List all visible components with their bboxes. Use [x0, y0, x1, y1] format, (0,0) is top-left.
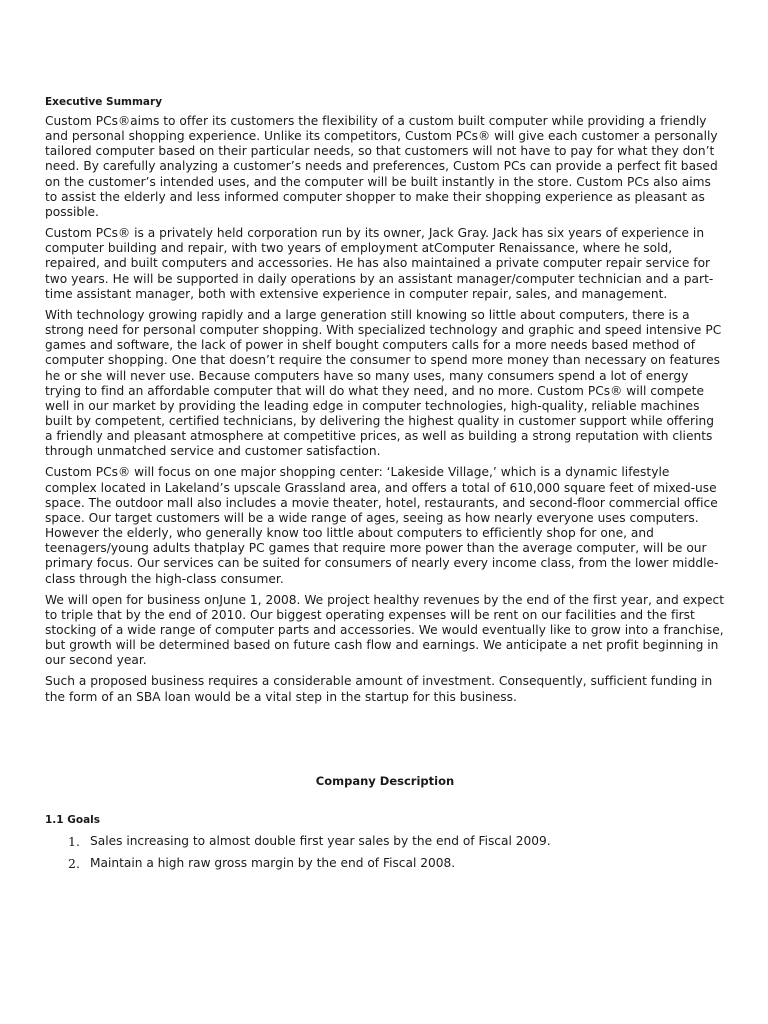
document-page: [45, 95, 725, 878]
company-description-heading: Company Description: [315, 773, 455, 788]
list-item-number: 2.: [68, 855, 80, 871]
list-item-text: Maintain a high raw gross margin by the end of Fiscal 2008.: [90, 855, 456, 870]
paragraph-opening: We will open for business onJune 1, 2008. We project healthy revenues by the end of the first year, and expect to triple that by the end of 2010. Our biggest operating expenses will be rent on our facilities and the first stocking of a wide range of computer parts and accessories. We would eventually like to grow into a franchise, but growth will be determined based on future cash flow and earnings. We anticipate a net profit beginning in our second year.: [45, 592, 725, 668]
paragraph-market-need: With technology growing rapidly and a large generation still knowing so little about computers, there is a strong need for personal computer shopping. With specialized technology and graphic and speed intensive PC games and software, the lack of power in shelf bought computers calls for a more needs based method of computer shopping. One that doesn’t require the consumer to spend more money than necessary on features he or she will never use. Because computers have so many uses, many consumers spend a lot of energy trying to find an affordable computer that will do what they need, and no more. Custom PCs® will compete well in our market by providing the leading edge in computer technologies, high-quality, reliable machines built by competent, certified technicians, by delivering the highest quality in customer support while offering a friendly and pleasant atmosphere at competitive prices, as well as building a strong reputation with clients through unmatched service and customer satisfaction.: [45, 307, 722, 459]
list-item-number: 1.: [68, 833, 80, 849]
list-item: [45, 834, 725, 849]
goals-list: [45, 834, 725, 871]
section-spacer: [45, 711, 725, 773]
goals-heading: 1.1 Goals: [45, 813, 101, 826]
list-item-text: Sales increasing to almost double first year sales by the end of Fiscal 2009.: [90, 833, 551, 848]
list-item: [45, 856, 725, 871]
paragraph-ownership: Custom PCs® is a privately held corporation run by its owner, Jack Gray. Jack has six years of experience in computer building and repair, with two years of employment atComputer Renaissance, where he sold, repaired, and built computers and accessories. He has also maintained a private computer repair service for two years. He will be supported in daily operations by an assistant manager/computer technician and a part-time assistant manager, both with extensive experience in computer repair, sales, and management.: [45, 226, 714, 301]
executive-summary-heading: Executive Summary: [45, 96, 163, 108]
paragraph-location: Custom PCs® will focus on one major shopping center: ‘Lakeside Village,’ which is a dynamic lifestyle complex located in Lakeland’s upscale Grassland area, and offers a total of 610,000 square feet of mixed-use space. The outdoor mall also includes a movie theater, hotel, restaurants, and second-floor commercial office space. Our target customers will be a wide range of ages, seeing as how nearly everyone uses computers. However the elderly, who generally know too little about computers to efficiently shop for one, and teenagers/young adults thatplay PC games that require more power than the average computer, will be our primary focus. Our services can be suited for consumers of nearly every income class, from the lower middle-class through the high-class consumer.: [45, 465, 719, 586]
section-spacer: [45, 789, 725, 813]
paragraph-overview: Custom PCs®aims to offer its customers the flexibility of a custom built computer while providing a friendly and personal shopping experience. Unlike its competitors, Custom PCs® will give each customer a personally tailored computer based on their particular needs, so that customers will not have to pay for what they don’t need. By carefully analyzing a customer’s needs and preferences, Custom PCs can provide a perfect fit based on the customer’s intended uses, and the computer will be built instantly in the store. Custom PCs also aims to assist the elderly and less informed computer shopper to make their shopping experience as pleasant as possible.: [45, 114, 718, 219]
paragraph-funding: Such a proposed business requires a considerable amount of investment. Consequently, sufficient funding in the form of an SBA loan would be a vital step in the startup for this business.: [45, 674, 713, 704]
